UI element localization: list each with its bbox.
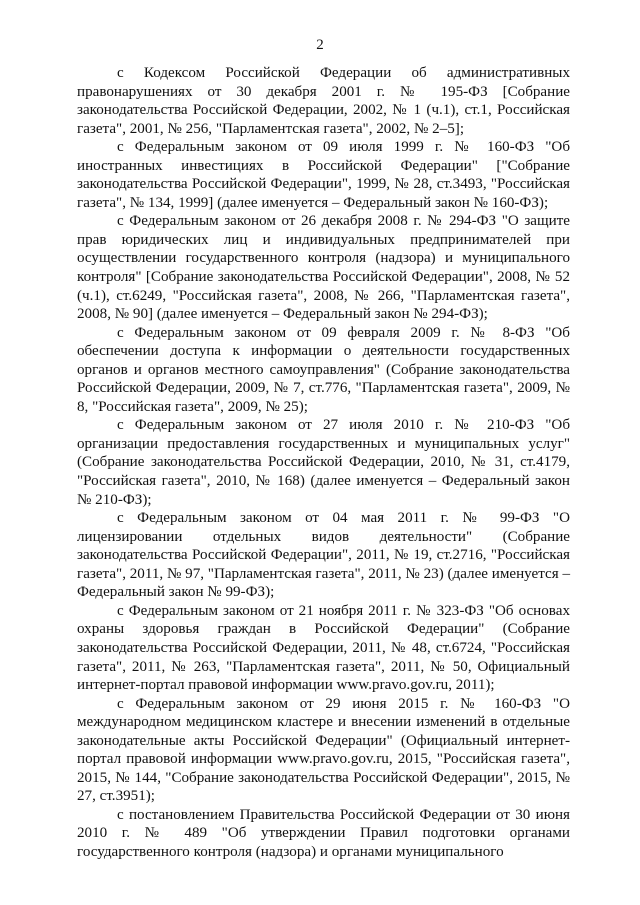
document-body	[77, 64, 570, 862]
paragraph-law-8fz-2009: с Федеральным законом от 09 февраля 2009 г. № 8-ФЗ "Об обеспечении доступа к информации о деятельности государственных органов и органов местного самоуправления" (Собрание законодательства Российской Федерации, 2009, № 7, ст.776, "Парламентская газета", 2009, № 8, "Российская газета", 2009, № 25);	[77, 324, 570, 415]
paragraph-law-294fz-2008: с Федеральным законом от 26 декабря 2008 г. № 294-ФЗ "О защите прав юридических лиц и индивидуальных предпринимателей при осуществлении государственного контроля (надзора) и муниципального контроля" [Собрание законодательства Российской Федерации", 2008, № 52 (ч.1), ст.6249, "Российская газета", 2008, № 266, "Парламентская газета", 2008, № 90] (далее именуется – Федеральный закон № 294-ФЗ);	[77, 213, 570, 323]
paragraph-law-160fz-2015: с Федеральным законом от 29 июня 2015 г. № 160-ФЗ "О международном медицинском кластере и внесении изменений в отдельные законодательные акты Российской Федерации" (Официальный интернет-портал правовой информации www.pravo.gov.ru, 2015, "Российская газета", 2015, № 144, "Собрание законодательства Российской Федерации", 2015, № 27, ст.3951);	[77, 695, 570, 805]
paragraph-law-210fz-2010: с Федеральным законом от 27 июля 2010 г. № 210-ФЗ "Об организации предоставления государственных и муниципальных услуг" (Собрание законодательства Российской Федерации, 2010, № 31, ст.4179, "Российская газета", 2010, № 168) (далее именуется – Федеральный закон № 210-ФЗ);	[77, 417, 570, 508]
page-number: 2	[316, 37, 324, 53]
paragraph-law-99fz-2011: с Федеральным законом от 04 мая 2011 г. № 99-ФЗ "О лицензировании отдельных видов деятельности" (Собрание законодательства Российской Федерации", 2011, № 19, ст.2716, "Российская газета", 2011, № 97, "Парламентская газета", 2011, № 23) (далее именуется – Федеральный закон № 99-ФЗ);	[77, 510, 570, 601]
paragraph-law-323fz-2011: с Федеральным законом от 21 ноября 2011 г. № 323-ФЗ "Об основах охраны здоровья граждан в Российской Федерации" (Собрание законодательства Российской Федерации, 2011, № 48, ст.6724, "Российская газета", 2011, № 263, "Парламентская газета", 2011, № 50, Официальный интернет-портал правовой информации www.pravo.gov.ru, 2011);	[77, 602, 570, 694]
paragraph-code-admin-offenses: с Кодексом Российской Федерации об административных правонарушениях от 30 декабря 2001 г. № 195-ФЗ [Собрание законодательства Российской Федерации, 2002, № 1 (ч.1), ст.1, Российская газета", 2001, № 256, "Парламентская газета", 2002, № 2–5];	[77, 65, 570, 137]
paragraph-law-160fz-1999: с Федеральным законом от 09 июля 1999 г. № 160-ФЗ "Об иностранных инвестициях в Российской Федерации" ["Собрание законодательства Российской Федерации", 1999, № 28, ст.3493, "Российская газета", № 134, 1999] (далее именуется – Федеральный закон № 160-ФЗ);	[77, 139, 570, 211]
paragraph-resolution-489-2010: с постановлением Правительства Российской Федерации от 30 июня 2010 г. № 489 "Об утверждении Правил подготовки органами государственного контроля (надзора) и органами муниципального	[77, 806, 570, 860]
